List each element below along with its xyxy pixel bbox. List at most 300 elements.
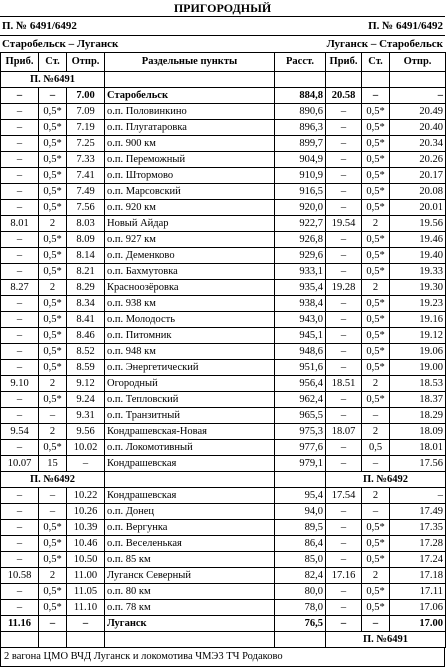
cell-arrival: – [1, 552, 39, 568]
table-row [1, 88, 446, 104]
cell-stop: 0,5* [39, 600, 67, 616]
cell-arrival-back: – [326, 504, 362, 520]
cell-stop-back: 0,5* [362, 520, 390, 536]
table-row [1, 536, 446, 552]
cell-departure-back: – [390, 488, 446, 504]
cell-distance: 910,9 [275, 168, 326, 184]
table-row [1, 232, 446, 248]
cell-distance: 962,4 [275, 392, 326, 408]
cell-stop-back: 0,5* [362, 264, 390, 280]
cell-arrival-back: – [326, 184, 362, 200]
cell-departure: 8.46 [67, 328, 105, 344]
cell-arrival-back: 19.28 [326, 280, 362, 296]
cell-departure: 8.21 [67, 264, 105, 280]
table-row [1, 376, 446, 392]
cell-departure-back: 19.56 [390, 216, 446, 232]
cell-departure: 8.52 [67, 344, 105, 360]
cell-departure: 10.46 [67, 536, 105, 552]
cell-station: Луганск [105, 616, 275, 632]
cell-stop-back: 0,5* [362, 248, 390, 264]
train-number-right: П. № 6491/6492 [368, 20, 443, 32]
cell-departure: 11.10 [67, 600, 105, 616]
cell-stop: 2 [39, 216, 67, 232]
cell-distance: 86,4 [275, 536, 326, 552]
cell-stop-back: 0,5* [362, 536, 390, 552]
cell-stop: 2 [39, 376, 67, 392]
cell-arrival-back: – [326, 616, 362, 632]
cell-arrival: – [1, 408, 39, 424]
table-header-row [1, 53, 446, 72]
cell-departure: 10.02 [67, 440, 105, 456]
cell-station: о.п. 85 км [105, 552, 275, 568]
cell-stop: 2 [39, 280, 67, 296]
cell-distance: 975,3 [275, 424, 326, 440]
cell-arrival-back: – [326, 120, 362, 136]
cell-stop: 0,5* [39, 104, 67, 120]
cell-stop: – [39, 408, 67, 424]
cell-arrival: – [1, 504, 39, 520]
cell-distance: 979,1 [275, 456, 326, 472]
cell-departure-back: 19.33 [390, 264, 446, 280]
cell-stop: – [39, 504, 67, 520]
cell-stop: 0,5* [39, 120, 67, 136]
cell-departure: 10.39 [67, 520, 105, 536]
cell-arrival-back: – [326, 104, 362, 120]
table-row [1, 152, 446, 168]
cell-arrival-back: – [326, 440, 362, 456]
cell-departure-back: 20.40 [390, 120, 446, 136]
cell-distance: 916,5 [275, 184, 326, 200]
table-row [1, 200, 446, 216]
train-6491-label: П. №6491 [1, 72, 105, 88]
cell-station: о.п. Донец [105, 504, 275, 520]
cell-station: о.п. Веселенькая [105, 536, 275, 552]
header-arrival-back: Приб. [326, 53, 362, 72]
cell-station: о.п. Локомотивный [105, 440, 275, 456]
cell-departure: 8.34 [67, 296, 105, 312]
cell-stop: – [39, 88, 67, 104]
cell-distance: 956,4 [275, 376, 326, 392]
cell-arrival: – [1, 296, 39, 312]
cell-departure-back: 18.01 [390, 440, 446, 456]
cell-station: о.п. Бахмутовка [105, 264, 275, 280]
cell-arrival: – [1, 584, 39, 600]
cell-stop: 0,5* [39, 392, 67, 408]
cell-station: о.п. Энергетический [105, 360, 275, 376]
cell-arrival: – [1, 312, 39, 328]
cell-station: о.п. 900 км [105, 136, 275, 152]
cell-distance: 933,1 [275, 264, 326, 280]
cell-station: о.п. Половинкино [105, 104, 275, 120]
cell-stop-back: 0,5* [362, 312, 390, 328]
cell-distance: 896,3 [275, 120, 326, 136]
cell-stop: 0,5* [39, 584, 67, 600]
cell-station: Старобельск [105, 88, 275, 104]
cell-arrival-back: – [326, 152, 362, 168]
cell-arrival: – [1, 600, 39, 616]
table-row [1, 456, 446, 472]
cell-arrival-back: 19.54 [326, 216, 362, 232]
header-arrival: Приб. [1, 53, 39, 72]
cell-arrival: – [1, 136, 39, 152]
cell-arrival-back: – [326, 136, 362, 152]
table-row [1, 344, 446, 360]
cell-station: о.п. Деменково [105, 248, 275, 264]
cell-departure: 7.41 [67, 168, 105, 184]
cell-stop: 0,5* [39, 248, 67, 264]
cell-station: о.п. Плугатаровка [105, 120, 275, 136]
cell-distance: 926,8 [275, 232, 326, 248]
cell-distance: 943,0 [275, 312, 326, 328]
cell-station: о.п. Тепловский [105, 392, 275, 408]
cell-arrival-back: – [326, 536, 362, 552]
cell-distance: 935,4 [275, 280, 326, 296]
train-6491-start-row [1, 72, 446, 88]
cell-stop: 2 [39, 424, 67, 440]
train-number-left: П. № 6491/6492 [2, 20, 77, 32]
cell-stop: 0,5* [39, 264, 67, 280]
cell-departure-back: 20.01 [390, 200, 446, 216]
cell-departure: 7.33 [67, 152, 105, 168]
cell-departure-back: 19.16 [390, 312, 446, 328]
header-departure-back: Отпр. [390, 53, 446, 72]
cell-arrival: 8.01 [1, 216, 39, 232]
cell-departure-back: 20.08 [390, 184, 446, 200]
table-row [1, 328, 446, 344]
cell-stop-back: 0,5* [362, 168, 390, 184]
cell-arrival: – [1, 440, 39, 456]
table-row [1, 296, 446, 312]
header-stations: Раздельные пункты [105, 53, 275, 72]
cell-arrival: 10.07 [1, 456, 39, 472]
cell-arrival-back: – [326, 520, 362, 536]
cell-stop-back: – [362, 456, 390, 472]
cell-arrival-back: 20.58 [326, 88, 362, 104]
cell-departure-back: 18.29 [390, 408, 446, 424]
cell-station: о.п. 927 км [105, 232, 275, 248]
table-row [1, 568, 446, 584]
table-row [1, 136, 446, 152]
cell-arrival-back: – [326, 200, 362, 216]
cell-arrival-back: – [326, 600, 362, 616]
page-title: ПРИГОРОДНЫЙ [0, 0, 445, 17]
cell-station: о.п. 920 км [105, 200, 275, 216]
cell-stop-back: 0,5* [362, 360, 390, 376]
cell-arrival: – [1, 200, 39, 216]
schedule-table [0, 52, 446, 648]
cell-stop-back: 0,5* [362, 584, 390, 600]
cell-arrival: – [1, 360, 39, 376]
cell-departure: 9.12 [67, 376, 105, 392]
train-6491-end-row [1, 632, 446, 648]
cell-stop-back: – [362, 616, 390, 632]
cell-stop: 0,5* [39, 200, 67, 216]
cell-departure: 9.31 [67, 408, 105, 424]
cell-distance: 965,5 [275, 408, 326, 424]
cell-station: о.п. Транзитный [105, 408, 275, 424]
cell-arrival: – [1, 392, 39, 408]
route-line [0, 36, 445, 52]
cell-stop: 15 [39, 456, 67, 472]
cell-distance: 945,1 [275, 328, 326, 344]
train-6492-row [1, 472, 446, 488]
cell-stop-back: 0,5* [362, 296, 390, 312]
cell-departure-back: 17.35 [390, 520, 446, 536]
cell-distance: 95,4 [275, 488, 326, 504]
cell-distance: 80,0 [275, 584, 326, 600]
cell-distance: 938,4 [275, 296, 326, 312]
cell-distance: 922,7 [275, 216, 326, 232]
cell-departure-back: 19.06 [390, 344, 446, 360]
cell-distance: 890,6 [275, 104, 326, 120]
cell-station: о.п. 948 км [105, 344, 275, 360]
cell-arrival-back: – [326, 296, 362, 312]
cell-arrival: 10.58 [1, 568, 39, 584]
table-row [1, 584, 446, 600]
cell-departure-back: 17.00 [390, 616, 446, 632]
table-row [1, 504, 446, 520]
cell-stop: 0,5* [39, 536, 67, 552]
cell-arrival: – [1, 184, 39, 200]
cell-departure-back: 17.11 [390, 584, 446, 600]
cell-stop-back: 0,5* [362, 120, 390, 136]
cell-stop: 0,5* [39, 168, 67, 184]
cell-departure-back: 19.30 [390, 280, 446, 296]
cell-arrival: 8.27 [1, 280, 39, 296]
cell-station: Кондрашевская-Новая [105, 424, 275, 440]
route-left: Старобельск – Луганск [2, 38, 119, 50]
cell-arrival: – [1, 328, 39, 344]
table-row [1, 280, 446, 296]
cell-arrival: – [1, 152, 39, 168]
train-6492-label-left: П. №6492 [1, 472, 105, 488]
cell-stop: 0,5* [39, 520, 67, 536]
table-row [1, 488, 446, 504]
cell-arrival-back: 17.16 [326, 568, 362, 584]
cell-station: о.п. Молодость [105, 312, 275, 328]
cell-stop-back: – [362, 504, 390, 520]
table-row [1, 408, 446, 424]
cell-departure: 9.56 [67, 424, 105, 440]
cell-arrival: – [1, 120, 39, 136]
cell-stop-back: 0,5* [362, 200, 390, 216]
cell-arrival-back: – [326, 264, 362, 280]
cell-stop: 0,5* [39, 312, 67, 328]
cell-departure-back: 17.24 [390, 552, 446, 568]
cell-stop: 0,5* [39, 136, 67, 152]
cell-arrival: – [1, 248, 39, 264]
cell-departure: 7.00 [67, 88, 105, 104]
cell-departure: – [67, 616, 105, 632]
cell-arrival: – [1, 536, 39, 552]
cell-distance: 89,5 [275, 520, 326, 536]
cell-station: о.п. Вергунка [105, 520, 275, 536]
cell-arrival: – [1, 232, 39, 248]
header-stop-back: Ст. [362, 53, 390, 72]
cell-departure: 7.09 [67, 104, 105, 120]
cell-stop-back: – [362, 88, 390, 104]
cell-distance: 82,4 [275, 568, 326, 584]
table-row [1, 184, 446, 200]
cell-stop-back: 0,5 [362, 440, 390, 456]
cell-stop-back: 2 [362, 488, 390, 504]
cell-stop-back: 0,5* [362, 232, 390, 248]
cell-distance: 951,6 [275, 360, 326, 376]
route-right: Луганск – Старобельск [326, 38, 443, 50]
cell-station: Луганск Северный [105, 568, 275, 584]
cell-arrival: – [1, 520, 39, 536]
cell-arrival-back: – [326, 392, 362, 408]
cell-stop-back: 0,5* [362, 344, 390, 360]
cell-departure: 8.41 [67, 312, 105, 328]
cell-stop: 0,5* [39, 184, 67, 200]
cell-departure: 7.19 [67, 120, 105, 136]
cell-arrival-back: – [326, 312, 362, 328]
cell-departure-back: 19.40 [390, 248, 446, 264]
cell-distance: 948,6 [275, 344, 326, 360]
cell-arrival-back: – [326, 408, 362, 424]
cell-departure: 8.59 [67, 360, 105, 376]
cell-arrival-back: – [326, 552, 362, 568]
cell-distance: 929,6 [275, 248, 326, 264]
cell-departure-back: 18.09 [390, 424, 446, 440]
table-row [1, 360, 446, 376]
cell-departure: 10.50 [67, 552, 105, 568]
footnote: 2 вагона ЦМО ВЧД Луганск и локомотива ЧМЭ3 ТЧ Родаково [0, 648, 445, 667]
cell-departure: – [67, 456, 105, 472]
cell-stop-back: 0,5* [362, 184, 390, 200]
cell-departure-back: 20.34 [390, 136, 446, 152]
cell-station: Кондрашевская [105, 456, 275, 472]
table-row [1, 120, 446, 136]
cell-departure-back: 19.00 [390, 360, 446, 376]
cell-station: Огородный [105, 376, 275, 392]
cell-departure-back: 19.23 [390, 296, 446, 312]
cell-departure-back: 17.56 [390, 456, 446, 472]
cell-station: Красноозëровка [105, 280, 275, 296]
cell-arrival-back: – [326, 344, 362, 360]
table-row [1, 216, 446, 232]
cell-stop-back: 0,5* [362, 552, 390, 568]
cell-departure-back: 18.53 [390, 376, 446, 392]
cell-departure-back: 17.06 [390, 600, 446, 616]
cell-distance: 920,0 [275, 200, 326, 216]
cell-departure: 8.03 [67, 216, 105, 232]
cell-arrival-back: – [326, 168, 362, 184]
cell-stop-back: 0,5* [362, 328, 390, 344]
cell-stop: 0,5* [39, 296, 67, 312]
cell-departure: 10.22 [67, 488, 105, 504]
cell-departure: 8.09 [67, 232, 105, 248]
cell-arrival-back: 17.54 [326, 488, 362, 504]
cell-departure: 11.05 [67, 584, 105, 600]
train-number-line [0, 17, 445, 36]
cell-departure-back: 20.17 [390, 168, 446, 184]
cell-arrival-back: – [326, 456, 362, 472]
cell-arrival: – [1, 344, 39, 360]
cell-arrival: – [1, 168, 39, 184]
header-distance: Расст. [275, 53, 326, 72]
cell-departure-back: 20.26 [390, 152, 446, 168]
cell-departure-back: 17.49 [390, 504, 446, 520]
cell-station: о.п. 78 км [105, 600, 275, 616]
cell-station: Новый Айдар [105, 216, 275, 232]
table-row [1, 552, 446, 568]
cell-stop-back: 2 [362, 216, 390, 232]
cell-station: о.п. Питомник [105, 328, 275, 344]
table-row [1, 616, 446, 632]
cell-stop: 0,5* [39, 360, 67, 376]
cell-arrival: – [1, 264, 39, 280]
cell-distance: 76,5 [275, 616, 326, 632]
cell-stop: 0,5* [39, 328, 67, 344]
cell-distance: 977,6 [275, 440, 326, 456]
cell-station: о.п. 80 км [105, 584, 275, 600]
cell-stop: – [39, 616, 67, 632]
cell-stop: 0,5* [39, 440, 67, 456]
table-row [1, 104, 446, 120]
cell-stop: 0,5* [39, 344, 67, 360]
table-row [1, 264, 446, 280]
cell-distance: 884,8 [275, 88, 326, 104]
cell-arrival: – [1, 88, 39, 104]
cell-stop-back: 2 [362, 424, 390, 440]
cell-departure: 7.25 [67, 136, 105, 152]
table-row [1, 312, 446, 328]
cell-distance: 85,0 [275, 552, 326, 568]
cell-arrival-back: – [326, 248, 362, 264]
cell-departure-back: 17.28 [390, 536, 446, 552]
cell-departure-back: – [390, 88, 446, 104]
cell-arrival-back: – [326, 584, 362, 600]
train-6491-label-end: П. №6491 [326, 632, 446, 648]
table-row [1, 248, 446, 264]
cell-stop-back: 2 [362, 280, 390, 296]
cell-arrival-back: – [326, 360, 362, 376]
cell-distance: 904,9 [275, 152, 326, 168]
cell-stop: 0,5* [39, 552, 67, 568]
table-row [1, 440, 446, 456]
train-6492-label-right: П. №6492 [326, 472, 446, 488]
cell-departure-back: 17.18 [390, 568, 446, 584]
cell-arrival: 11.16 [1, 616, 39, 632]
cell-arrival-back: 18.51 [326, 376, 362, 392]
cell-stop-back: – [362, 408, 390, 424]
cell-stop-back: 0,5* [362, 152, 390, 168]
cell-departure-back: 20.49 [390, 104, 446, 120]
cell-arrival: – [1, 488, 39, 504]
cell-station: о.п. Марсовский [105, 184, 275, 200]
table-row [1, 392, 446, 408]
cell-arrival-back: – [326, 328, 362, 344]
cell-stop: 2 [39, 568, 67, 584]
cell-station: о.п. Переможный [105, 152, 275, 168]
cell-stop-back: 2 [362, 376, 390, 392]
cell-arrival: – [1, 104, 39, 120]
cell-stop: 0,5* [39, 232, 67, 248]
cell-distance: 899,7 [275, 136, 326, 152]
cell-departure-back: 19.12 [390, 328, 446, 344]
cell-departure: 11.00 [67, 568, 105, 584]
cell-stop-back: 0,5* [362, 600, 390, 616]
cell-stop-back: 0,5* [362, 136, 390, 152]
cell-departure: 10.26 [67, 504, 105, 520]
cell-departure: 9.24 [67, 392, 105, 408]
cell-stop-back: 0,5* [362, 392, 390, 408]
table-row [1, 600, 446, 616]
table-row [1, 520, 446, 536]
cell-stop-back: 0,5* [362, 104, 390, 120]
